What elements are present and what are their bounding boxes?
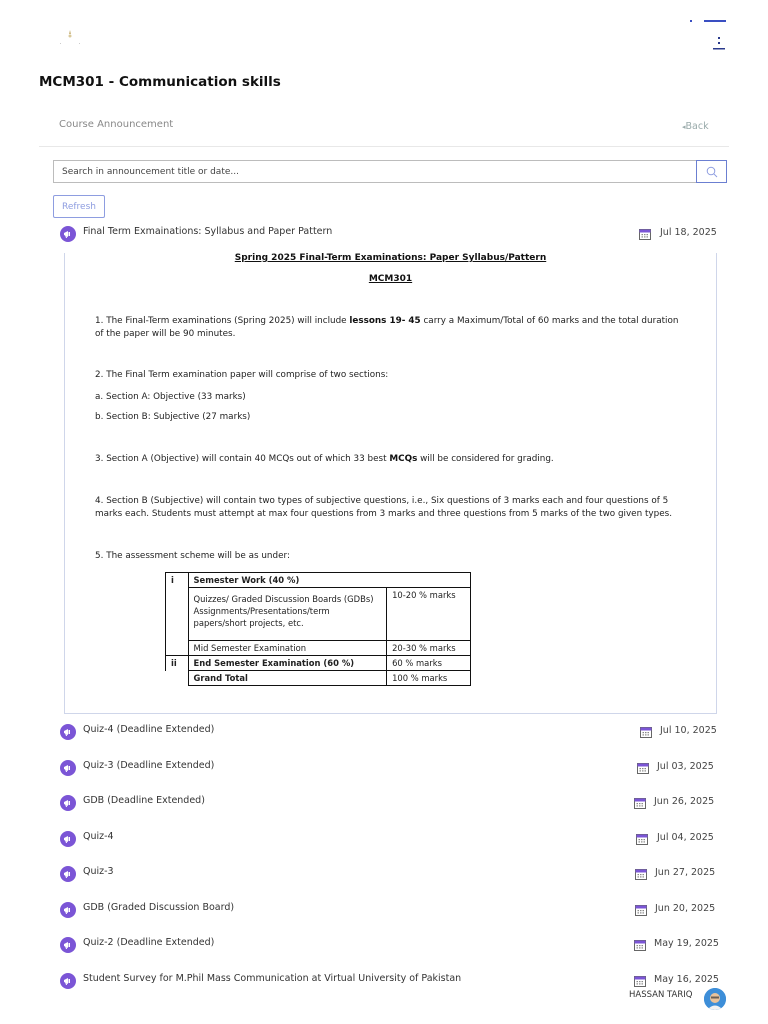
announcement-date: May 16, 2025 xyxy=(654,974,719,985)
table-cell xyxy=(166,641,189,656)
search-button[interactable] xyxy=(696,160,727,183)
announcement-title: Quiz-3 xyxy=(83,866,114,877)
announcement-row[interactable] xyxy=(59,900,715,920)
megaphone-icon xyxy=(60,760,76,776)
announcement-row[interactable] xyxy=(59,829,715,849)
announcement-date: Jul 03, 2025 xyxy=(657,761,714,772)
top-accent-line xyxy=(690,20,726,23)
announcement-title: Quiz-3 (Deadline Extended) xyxy=(83,760,215,771)
detail-paragraph-5: 5. The assessment scheme will be as under: xyxy=(95,551,290,561)
table-cell: 60 % marks xyxy=(387,656,471,671)
detail-paragraph-3 xyxy=(95,453,685,466)
detail-paragraph-2a: a. Section A: Objective (33 marks) xyxy=(95,392,246,402)
announcement-row[interactable] xyxy=(59,722,715,742)
calendar-icon xyxy=(634,939,646,951)
megaphone-icon xyxy=(60,831,76,847)
kebab-menu-icon[interactable] xyxy=(712,36,726,52)
megaphone-icon xyxy=(60,866,76,882)
announcement-title: Quiz-2 (Deadline Extended) xyxy=(83,937,215,948)
table-cell: Quizzes/ Graded Discussion Boards (GDBs) Assignments/Presentations/term papers/short projects, etc. xyxy=(188,588,387,641)
refresh-button[interactable]: Refresh xyxy=(53,195,105,218)
megaphone-icon xyxy=(60,973,76,989)
announcement-title: GDB (Deadline Extended) xyxy=(83,795,205,806)
table-cell xyxy=(166,588,189,641)
announcement-row-expanded[interactable] xyxy=(59,224,715,244)
university-logo-icon[interactable] xyxy=(58,28,82,48)
table-cell: 20-30 % marks xyxy=(387,641,471,656)
announcement-title: GDB (Graded Discussion Board) xyxy=(83,902,235,913)
table-cell: i xyxy=(166,573,189,588)
calendar-icon xyxy=(637,762,649,774)
announcement-date: Jun 27, 2025 xyxy=(655,867,716,878)
p3-bold: MCQs xyxy=(389,454,418,464)
megaphone-icon xyxy=(60,795,76,811)
calendar-icon xyxy=(636,833,648,845)
detail-paragraph-2b: b. Section B: Subjective (27 marks) xyxy=(95,412,251,422)
table-row xyxy=(166,588,471,641)
table-cell: 10-20 % marks xyxy=(387,588,471,641)
p3-text: 3. Section A (Objective) will contain 40 MCQs out of which 33 best xyxy=(95,454,390,464)
table-cell xyxy=(166,671,189,686)
calendar-icon xyxy=(635,904,647,916)
search-input[interactable] xyxy=(54,161,696,182)
announcement-row[interactable] xyxy=(59,971,719,991)
calendar-icon xyxy=(634,975,646,987)
p1-bold: lessons 19- 45 xyxy=(349,316,421,326)
detail-paragraph-4: 4. Section B (Subjective) will contain two types of subjective questions, i.e., Six questions of 3 marks each and four questions of 5 marks each. Students must attempt at max four questions from 3 marks and three questions from 5 marks of the two given types. xyxy=(95,496,672,519)
announcement-date: Jul 18, 2025 xyxy=(660,227,717,238)
announcement-row[interactable] xyxy=(59,793,715,813)
detail-heading: Spring 2025 Final-Term Examinations: Paper Syllabus/Pattern xyxy=(234,253,547,263)
detail-paragraph-2: 2. The Final Term examination paper will comprise of two sections: xyxy=(95,370,389,380)
table-cell: ii xyxy=(166,656,189,671)
table-row xyxy=(166,671,471,686)
announcement-date: Jul 10, 2025 xyxy=(660,725,717,736)
announcement-date: Jun 26, 2025 xyxy=(654,796,715,807)
chevron-left-icon: ◂ xyxy=(682,123,686,131)
table-row xyxy=(166,656,471,671)
table-cell: Mid Semester Examination xyxy=(188,641,387,656)
announcement-detail xyxy=(64,253,717,714)
megaphone-icon xyxy=(60,902,76,918)
section-label: Course Announcement xyxy=(59,119,174,130)
back-label: Back xyxy=(685,121,709,132)
announcement-title: Student Survey for M.Phil Mass Communication at Virtual University of Pakistan xyxy=(83,973,462,984)
p1-text: 1. The Final-Term examinations (Spring 2025) will include xyxy=(95,316,350,326)
p3-text-cont: will be considered for grading. xyxy=(417,454,554,464)
detail-paragraph-1 xyxy=(95,315,685,341)
p1-text-cont: carry a Maximum/Total of 60 marks and the total duration of the paper will be 90 minutes. xyxy=(95,316,679,339)
calendar-icon xyxy=(635,868,647,880)
search-bar xyxy=(53,160,727,183)
megaphone-icon xyxy=(60,226,76,242)
top-bar xyxy=(0,0,768,60)
calendar-icon xyxy=(639,228,651,240)
back-link[interactable] xyxy=(682,121,709,132)
assessment-table xyxy=(165,572,471,686)
announcement-title: Final Term Exmainations: Syllabus and Paper Pattern xyxy=(83,226,333,237)
megaphone-icon xyxy=(60,724,76,740)
user-name[interactable]: HASSAN TARIQ xyxy=(629,990,693,1000)
announcement-date: Jul 04, 2025 xyxy=(657,832,714,843)
detail-subheading: MCM301 xyxy=(368,274,413,284)
table-cell: Grand Total xyxy=(188,671,387,686)
table-cell: End Semester Examination (60 %) xyxy=(188,656,387,671)
announcement-row[interactable] xyxy=(59,935,719,955)
divider xyxy=(39,146,729,147)
announcement-date: May 19, 2025 xyxy=(654,938,719,949)
user-avatar[interactable] xyxy=(704,988,726,1010)
course-title: MCM301 - Communication skills xyxy=(39,74,281,90)
calendar-icon xyxy=(640,726,652,738)
announcement-row[interactable] xyxy=(59,758,715,778)
table-row xyxy=(166,641,471,656)
table-cell: 100 % marks xyxy=(387,671,471,686)
table-row xyxy=(166,573,471,588)
table-cell: Semester Work (40 %) xyxy=(188,573,470,588)
announcement-date: Jun 20, 2025 xyxy=(655,903,716,914)
megaphone-icon xyxy=(60,937,76,953)
avatar-image xyxy=(704,988,726,1010)
announcement-title: Quiz-4 xyxy=(83,831,114,842)
announcement-row[interactable] xyxy=(59,864,715,884)
announcement-title: Quiz-4 (Deadline Extended) xyxy=(83,724,215,735)
calendar-icon xyxy=(634,797,646,809)
search-icon xyxy=(706,166,718,178)
